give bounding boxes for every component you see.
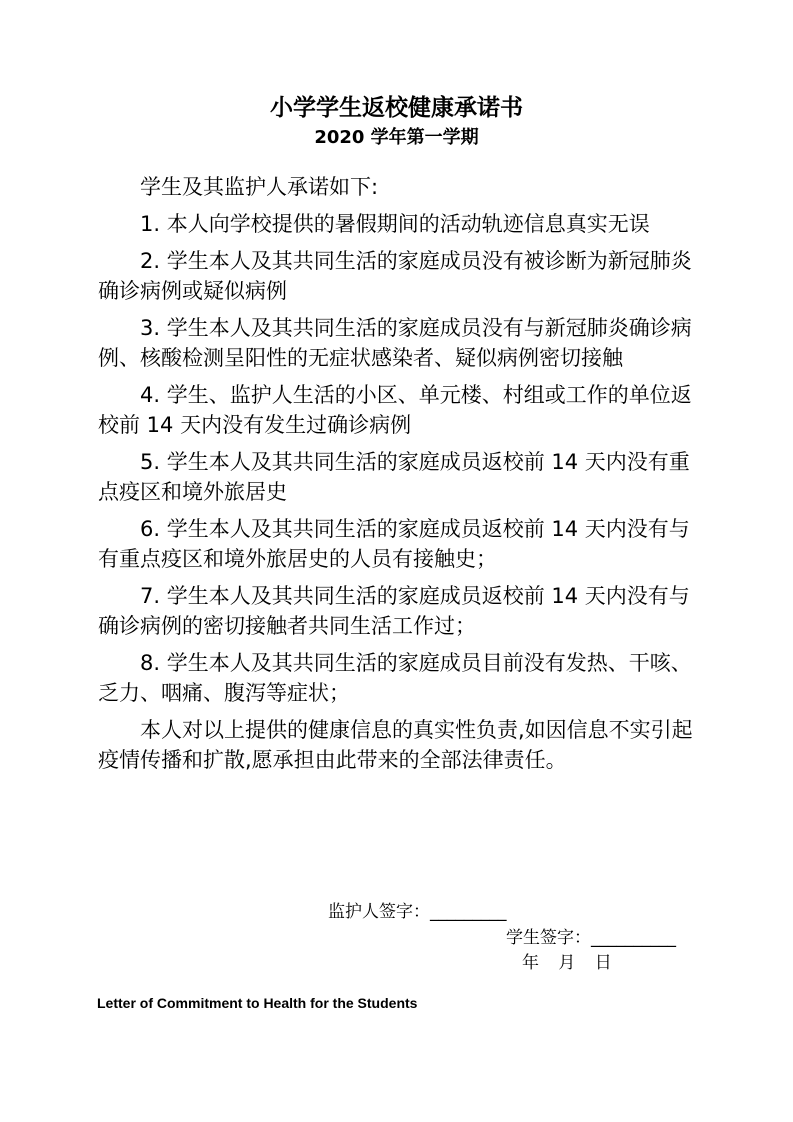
commitment-item-8: 8. 学生本人及其共同生活的家庭成员目前没有发热、干咳、乏力、咽痛、腹泻等症状； [98,651,692,705]
date-line: 年 月 日 [522,953,612,973]
document-title: 小学学生返校健康承诺书 [270,95,523,121]
student-signature-line: 学生签字：__________ [506,928,676,948]
commitment-item-2: 2. 学生本人及其共同生活的家庭成员没有被诊断为新冠肺炎确诊病例或疑似病例 [98,249,692,303]
document-footer: Letter of Commitment to Health for the Students [97,995,418,1011]
document-subtitle: 2020 学年第一学期 [314,127,479,148]
commitment-item-4: 4. 学生、监护人生活的小区、单元楼、村组或工作的单位返校前 14 天内没有发生过确诊病例 [98,383,692,437]
commitment-item-1: 1. 本人向学校提供的暑假期间的活动轨迹信息真实无误 [140,212,650,236]
commitment-item-5: 5. 学生本人及其共同生活的家庭成员返校前 14 天内没有重点疫区和境外旅居史 [98,450,690,504]
closing-paragraph: 本人对以上提供的健康信息的真实性负责,如因信息不实引起疫情传播和扩散,愿承担由此带来的全部法律责任。 [98,718,693,772]
guardian-signature-line: 监护人签字：_________ [328,902,507,922]
commitment-item-6: 6. 学生本人及其共同生活的家庭成员返校前 14 天内没有与有重点疫区和境外旅居史的人员有接触史； [98,517,690,571]
document-body [98,172,698,782]
intro-paragraph: 学生及其监护人承诺如下: [140,175,379,199]
commitment-item-3: 3. 学生本人及其共同生活的家庭成员没有与新冠肺炎确诊病例、核酸检测呈阳性的无症状感染者、疑似病例密切接触 [98,316,692,370]
commitment-item-7: 7. 学生本人及其共同生活的家庭成员返校前 14 天内没有与确诊病例的密切接触者共同生活工作过； [98,584,690,638]
